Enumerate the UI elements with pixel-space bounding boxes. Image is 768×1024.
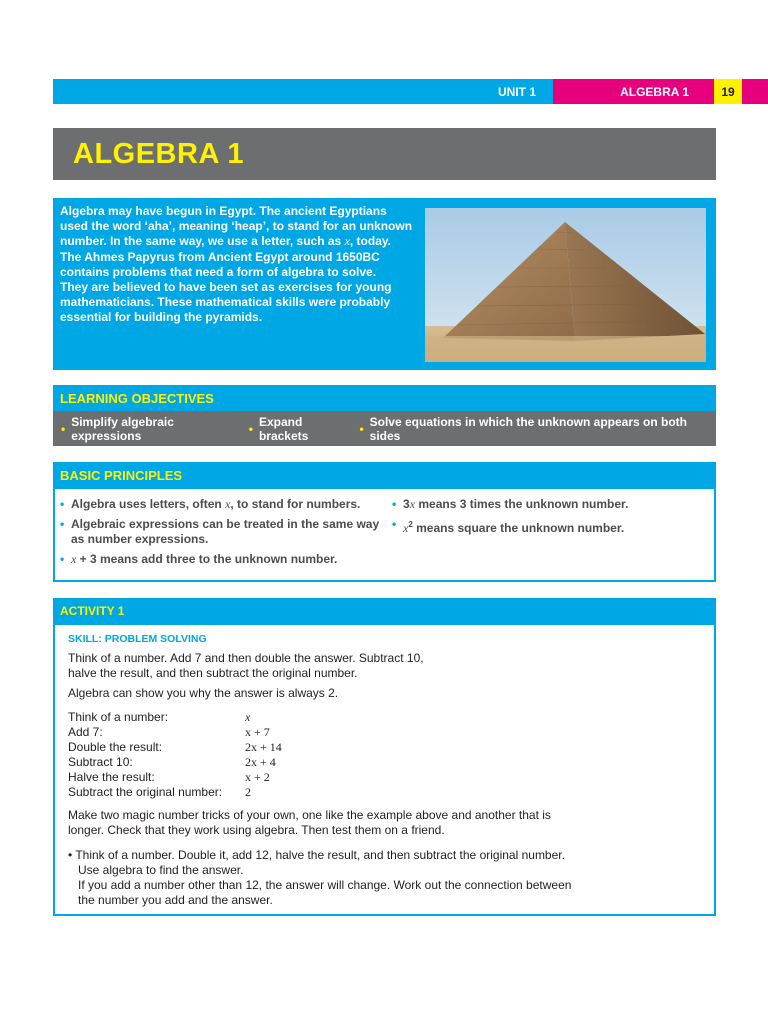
learning-objectives-list xyxy=(53,411,716,446)
learning-objectives-heading: LEARNING OBJECTIVES xyxy=(53,385,716,411)
activity-intro: Think of a number. Add 7 and then double the answer. Subtract 10, halve the result, and then subtract the original number. xyxy=(68,651,424,680)
step-row: Double the result: 2x + 14 xyxy=(68,740,282,754)
step-row: Halve the result: x + 2 xyxy=(68,770,270,784)
skill-label: SKILL: PROBLEM SOLVING xyxy=(68,633,207,645)
activity-box xyxy=(53,623,716,916)
principle-item: • 3x means 3 times the unknown number. xyxy=(392,497,692,512)
principles-right xyxy=(392,497,692,541)
bullet-icon: • xyxy=(248,421,253,436)
activity-explanation: Algebra can show you why the answer is always 2. xyxy=(68,686,339,700)
activity-heading: ACTIVITY 1 xyxy=(53,598,716,624)
step-row: Think of a number: x xyxy=(68,710,251,724)
page-title: ALGEBRA 1 xyxy=(73,137,244,170)
basic-principles-box xyxy=(53,487,716,582)
principles-left xyxy=(60,497,380,572)
header-tail xyxy=(742,79,768,104)
activity-task: Make two magic number tricks of your own, one like the example above and another that is longer. Check that they work using algebra. Then test them on a friend. xyxy=(68,808,551,837)
principle-item: • x + 3 means add three to the unknown number. xyxy=(60,552,380,567)
objective-item: Expand brackets xyxy=(258,414,309,443)
objective-item: Solve equations in which the unknown appears on both sides xyxy=(369,414,687,443)
principle-item: • Algebraic expressions can be treated in the same way as number expressions. xyxy=(60,517,380,547)
basic-principles-heading: BASIC PRINCIPLES xyxy=(53,462,716,488)
bullet-icon: • xyxy=(61,421,66,436)
step-row: Subtract 10: 2x + 4 xyxy=(68,755,276,769)
title-band xyxy=(53,128,716,180)
step-row: Add 7: x + 7 xyxy=(68,725,270,739)
activity-bullet: • Think of a number. Double it, add 12, halve the result, and then subtract the original number. Use algebra to find the answer. If you add a number other than 12, the answer will change. Work out the connection between the number you add and the answer. xyxy=(68,848,572,907)
principle-item: • $x^2$ means square the unknown number. xyxy=(392,517,692,536)
page-number: 19 xyxy=(714,79,742,104)
chapter-label: ALGEBRA 1 xyxy=(553,79,714,104)
objective-item: Simplify algebraic expressions xyxy=(71,414,174,443)
intro-panel xyxy=(53,198,716,370)
step-row: Subtract the original number: 2 xyxy=(68,785,251,799)
unit-label: UNIT 1 xyxy=(53,79,553,104)
steps-table xyxy=(68,710,282,800)
principle-item: • Algebra uses letters, often x, to stand for numbers. xyxy=(60,497,380,512)
intro-text: Algebra may have begun in Egypt. The ancient Egyptians used the word ‘aha’, meaning ‘heap’, to stand for an unknown number. In the same way, we use a letter, such as x, today. The Ahmes Papyrus from Ancient Egypt around 1650BC contains problems that need a form of algebra to solve. They are believed to have been set as exercises for young mathematicians. These mathematical skills were probably essential for building the pyramids. xyxy=(60,204,413,325)
pyramid-photo xyxy=(425,208,706,362)
bullet-icon: • xyxy=(359,421,364,436)
page-header xyxy=(53,79,768,104)
